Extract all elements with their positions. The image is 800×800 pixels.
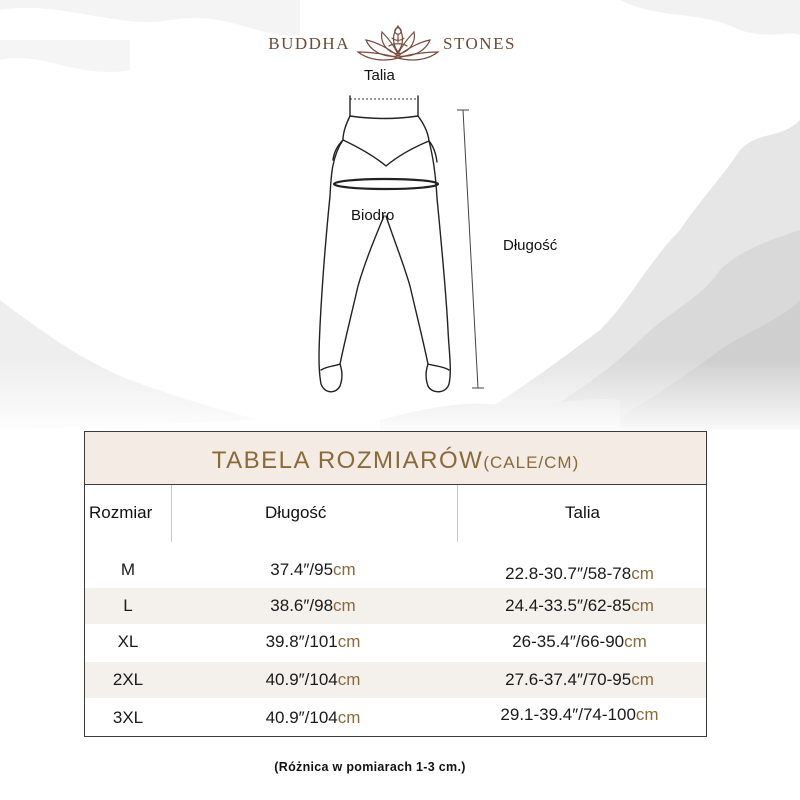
cell-waist: 22.8-30.7″/58-78cm [505, 564, 654, 583]
length-label: Długość [503, 237, 558, 254]
cell-size: 3XL [112, 708, 144, 727]
right-cuff-line [428, 364, 449, 370]
cell-waist: 29.1-39.4″/74-100cm [500, 705, 659, 724]
cell-length: 37.4″/95cm [270, 560, 356, 579]
table-title-units: (CALE/CM) [483, 453, 580, 472]
cell-length: 39.8″/101cm [265, 632, 361, 651]
hip-measure-line [334, 179, 438, 189]
measurement-note: (Różnica w pomiarach 1-3 cm.) [274, 760, 466, 774]
table-title: TABELA ROZMIARÓW [211, 447, 484, 474]
brand-name-left: BUDDHA [268, 34, 350, 53]
cell-size: M [120, 560, 136, 579]
pants-measurement-diagram [0, 60, 800, 400]
table-title-band [85, 432, 706, 485]
header-divider-1 [171, 485, 172, 542]
yoke-outline [343, 116, 429, 166]
left-leg-outline [319, 140, 384, 392]
cell-waist: 26-35.4″/66-90cm [512, 632, 647, 651]
table-row [85, 552, 706, 588]
table-row [85, 588, 706, 624]
header-divider-2 [457, 485, 458, 542]
cell-length: 38.6″/98cm [270, 596, 356, 615]
cell-size: XL [117, 632, 139, 651]
cell-size: L [123, 596, 133, 615]
table-row [85, 624, 706, 660]
left-cuff-line [321, 364, 340, 370]
lotus-meditation-icon [356, 22, 440, 64]
header-size: Rozmiar [89, 503, 153, 522]
length-guide-line [463, 110, 478, 388]
cell-length: 40.9″/104cm [265, 708, 361, 727]
cell-waist: 27.6-37.4″/70-95cm [505, 670, 654, 689]
size-table [84, 431, 707, 737]
cell-waist: 24.4-33.5″/62-85cm [505, 596, 654, 615]
cell-length: 40.9″/104cm [265, 670, 361, 689]
header-length: Długość [265, 503, 327, 522]
table-row [85, 662, 706, 698]
brand-name-right: STONES [443, 34, 516, 53]
header-waist: Talia [565, 503, 600, 522]
table-row [85, 700, 706, 736]
waist-label: Talia [364, 67, 395, 84]
hip-label: Biodro [351, 207, 395, 224]
cell-size: 2XL [112, 670, 144, 689]
